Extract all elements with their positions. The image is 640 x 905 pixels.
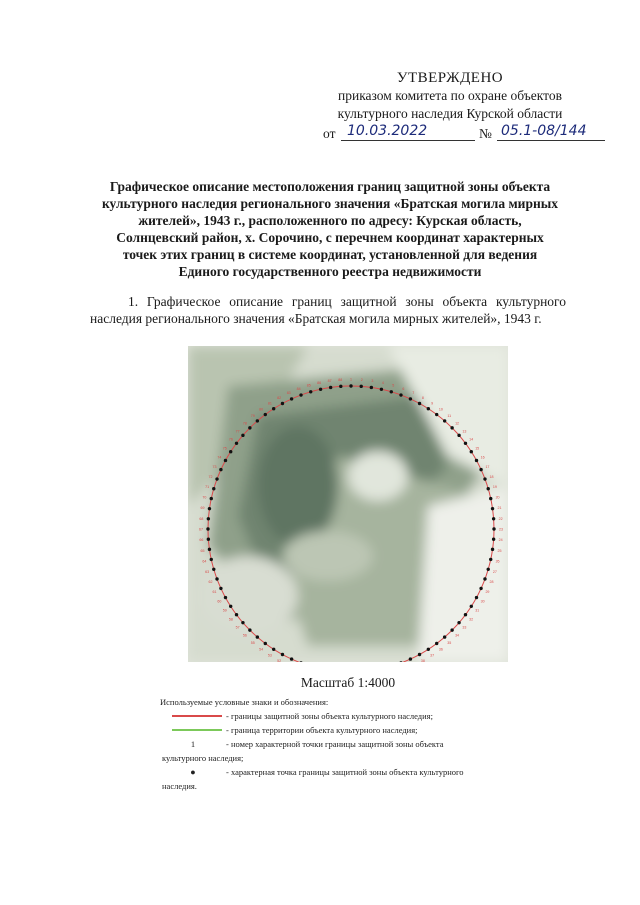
black-dot-icon: ● <box>190 767 196 777</box>
boundary-point-number: 82 <box>277 395 282 400</box>
boundary-point-number: 10 <box>438 407 443 412</box>
approval-date: 10.03.2022 <box>341 122 475 141</box>
boundary-point-number: 84 <box>296 386 301 391</box>
boundary-point-number: 76 <box>228 437 233 442</box>
boundary-point-number: 22 <box>498 516 503 521</box>
boundary-point <box>489 558 492 561</box>
boundary-point-number: 31 <box>475 608 480 613</box>
date-prefix: от <box>323 126 336 141</box>
boundary-point-number: 16 <box>480 455 485 460</box>
boundary-point-number: 14 <box>469 437 474 442</box>
boundary-point <box>299 393 302 396</box>
document-title: Графическое описание местоположения границ защитной зоны объекта культурного наследия регионального значения «Братская могила мирных жителей», 1943 г., расположенного по адресу: Курская область, Солнцевский район, х. Сорочино, с перечнем координат характерных точек этих границ в системе координат, установленной для ведения Единого государственного реестра недвижимости <box>101 179 559 279</box>
boundary-point-number: 12 <box>455 421 460 426</box>
legend-text: - границы защитной зоны объекта культурного наследия; <box>226 711 433 721</box>
boundary-point-number: 17 <box>485 465 490 470</box>
boundary-point-number: 87 <box>327 379 332 384</box>
boundary-point <box>464 613 467 616</box>
boundary-point <box>309 390 312 393</box>
boundary-point-number: 5 <box>392 383 395 388</box>
boundary-point-number: 81 <box>267 401 272 406</box>
boundary-point <box>207 538 210 541</box>
boundary-point <box>210 497 213 500</box>
map-svg <box>188 346 508 662</box>
boundary-point <box>409 397 412 400</box>
approval-line-1: приказом комитета по охране объектов <box>338 88 562 103</box>
legend-text-continued: наследия. <box>162 781 197 791</box>
approval-date-number <box>323 123 608 146</box>
boundary-point <box>435 642 438 645</box>
boundary-point-number: 72 <box>208 475 213 480</box>
legend-item-point <box>160 765 500 779</box>
boundary-point-number: 57 <box>235 625 240 630</box>
boundary-point <box>475 459 478 462</box>
number-prefix: № <box>479 126 492 141</box>
boundary-point-number: 4 <box>381 380 384 385</box>
boundary-point-number: 2 <box>360 377 363 382</box>
boundary-point <box>483 477 486 480</box>
boundary-point <box>450 628 453 631</box>
description-paragraph: 1. Графическое описание границ защитной зоны объекта культурного наследия регионального значения «Братская могила мирных жителей», 1943 г. <box>90 294 566 326</box>
approval-number: 05.1-08/144 <box>497 122 605 141</box>
boundary-point-number: 18 <box>489 475 494 480</box>
boundary-point <box>492 517 495 520</box>
boundary-point-number: 36 <box>438 647 443 652</box>
boundary-point-number: 21 <box>497 506 502 511</box>
boundary-point <box>256 419 259 422</box>
boundary-point-number: 19 <box>492 485 497 490</box>
boundary-point <box>229 605 232 608</box>
boundary-point <box>450 426 453 429</box>
boundary-point <box>349 384 352 387</box>
boundary-map <box>188 346 508 662</box>
boundary-point-number: 52 <box>277 659 282 662</box>
boundary-point-number: 27 <box>492 569 497 574</box>
boundary-point-number: 71 <box>205 485 210 490</box>
boundary-point <box>264 413 267 416</box>
boundary-point-number: 75 <box>222 446 227 451</box>
boundary-point <box>418 653 421 656</box>
boundary-point <box>443 419 446 422</box>
boundary-point-number: 65 <box>200 548 205 553</box>
boundary-point <box>224 459 227 462</box>
boundary-point-number: 26 <box>495 559 500 564</box>
boundary-point <box>206 527 209 530</box>
boundary-point <box>457 621 460 624</box>
boundary-point-number: 28 <box>489 579 494 584</box>
boundary-point-number: 80 <box>259 407 264 412</box>
boundary-point <box>491 507 494 510</box>
boundary-point-number: 29 <box>485 589 490 594</box>
boundary-point <box>427 407 430 410</box>
boundary-point <box>470 605 473 608</box>
red-line-icon <box>172 715 222 717</box>
boundary-point <box>212 568 215 571</box>
boundary-point <box>470 450 473 453</box>
boundary-point <box>248 426 251 429</box>
boundary-point-number: 37 <box>430 653 435 658</box>
boundary-point <box>475 596 478 599</box>
boundary-point <box>290 657 293 660</box>
boundary-point <box>215 577 218 580</box>
boundary-point <box>290 397 293 400</box>
boundary-point <box>210 558 213 561</box>
boundary-point <box>235 613 238 616</box>
boundary-point <box>212 487 215 490</box>
boundary-point-number: 85 <box>306 383 311 388</box>
boundary-point <box>281 402 284 405</box>
boundary-point-number: 25 <box>497 548 502 553</box>
legend <box>160 695 500 793</box>
boundary-point-number: 83 <box>286 391 291 396</box>
boundary-point-number: 70 <box>202 495 207 500</box>
boundary-point-number: 55 <box>250 640 255 645</box>
point-number-symbol: 1 <box>190 739 196 749</box>
boundary-point <box>339 385 342 388</box>
boundary-point <box>487 568 490 571</box>
boundary-point <box>224 596 227 599</box>
boundary-point <box>264 642 267 645</box>
boundary-point <box>483 577 486 580</box>
boundary-point <box>457 434 460 437</box>
boundary-point-number: 59 <box>222 608 227 613</box>
boundary-point-number: 33 <box>462 625 467 630</box>
boundary-point <box>464 442 467 445</box>
boundary-point <box>409 657 412 660</box>
approval-title: УТВЕРЖДЕНО <box>396 70 504 86</box>
boundary-point-number: 56 <box>242 633 247 638</box>
boundary-point-number: 20 <box>495 495 500 500</box>
boundary-point-number: 24 <box>498 538 503 543</box>
boundary-point <box>479 587 482 590</box>
boundary-point <box>487 487 490 490</box>
approval-line-2: культурного наследия Курской области <box>337 106 563 121</box>
boundary-point <box>207 517 210 520</box>
legend-text-continued: культурного наследия; <box>162 753 244 763</box>
legend-item-territory <box>160 723 500 737</box>
boundary-point-number: 66 <box>199 538 204 543</box>
boundary-point-number: 3 <box>371 379 374 384</box>
boundary-point-number: 6 <box>402 386 405 391</box>
boundary-point <box>208 548 211 551</box>
boundary-point <box>208 507 211 510</box>
boundary-point-number: 38 <box>420 659 425 662</box>
legend-heading: Используемые условные знаки и обозначения: <box>160 697 329 707</box>
boundary-point <box>241 621 244 624</box>
boundary-point-number: 60 <box>217 599 222 604</box>
boundary-point <box>360 385 363 388</box>
boundary-point <box>491 548 494 551</box>
boundary-point <box>272 407 275 410</box>
boundary-point-number: 69 <box>200 506 205 511</box>
boundary-point <box>380 388 383 391</box>
boundary-point <box>399 393 402 396</box>
boundary-point <box>272 648 275 651</box>
boundary-point-number: 62 <box>208 579 213 584</box>
boundary-point-number: 32 <box>469 617 474 622</box>
boundary-point-number: 79 <box>250 414 255 419</box>
legend-item-point-number <box>160 737 500 751</box>
boundary-point <box>489 497 492 500</box>
boundary-point-number: 74 <box>217 455 222 460</box>
boundary-point <box>443 635 446 638</box>
boundary-point-number: 35 <box>447 640 452 645</box>
legend-text: - номер характерной точки границы защитной зоны объекта <box>226 739 444 749</box>
boundary-point <box>435 413 438 416</box>
boundary-point <box>427 648 430 651</box>
boundary-point <box>215 477 218 480</box>
boundary-point <box>219 468 222 471</box>
boundary-point-number: 86 <box>317 380 322 385</box>
boundary-point-number: 23 <box>499 527 503 532</box>
boundary-point <box>418 402 421 405</box>
approval-block <box>300 70 600 123</box>
boundary-point <box>256 635 259 638</box>
green-line-icon <box>172 729 222 731</box>
legend-text: - характерная точка границы защитной зоны объекта культурного <box>226 767 464 777</box>
map-scale: Масштаб 1:4000 <box>300 675 396 690</box>
boundary-point-number: 54 <box>259 647 264 652</box>
boundary-point-number: 67 <box>199 527 203 532</box>
boundary-point <box>390 390 393 393</box>
boundary-point-number: 34 <box>455 633 460 638</box>
boundary-point <box>219 587 222 590</box>
boundary-point-number: 73 <box>212 465 217 470</box>
boundary-point-number: 77 <box>235 429 240 434</box>
boundary-point-number: 64 <box>202 559 207 564</box>
boundary-point <box>329 386 332 389</box>
boundary-point <box>319 388 322 391</box>
boundary-point-number: 63 <box>205 569 210 574</box>
boundary-point-number: 61 <box>212 589 217 594</box>
boundary-point-number: 8 <box>421 395 424 400</box>
boundary-point-number: 13 <box>462 429 467 434</box>
boundary-point-number: 11 <box>447 414 452 419</box>
boundary-point <box>370 386 373 389</box>
boundary-point-number: 88 <box>338 377 343 382</box>
boundary-point-number: 15 <box>475 446 480 451</box>
boundary-point-number: 78 <box>242 421 247 426</box>
boundary-point-number: 30 <box>480 599 485 604</box>
legend-text: - граница территории объекта культурного наследия; <box>226 725 418 735</box>
boundary-point-number: 68 <box>199 516 204 521</box>
boundary-point-number: 1 <box>350 377 352 382</box>
boundary-point <box>241 434 244 437</box>
boundary-point <box>235 442 238 445</box>
legend-item-boundary <box>160 709 500 723</box>
boundary-point <box>248 628 251 631</box>
boundary-point <box>229 450 232 453</box>
boundary-point <box>281 653 284 656</box>
boundary-point <box>492 527 495 530</box>
boundary-point-number: 53 <box>267 653 272 658</box>
boundary-point-number: 9 <box>431 401 434 406</box>
boundary-point <box>492 538 495 541</box>
boundary-point-number: 7 <box>412 391 415 396</box>
boundary-point <box>479 468 482 471</box>
boundary-point-number: 58 <box>228 617 233 622</box>
